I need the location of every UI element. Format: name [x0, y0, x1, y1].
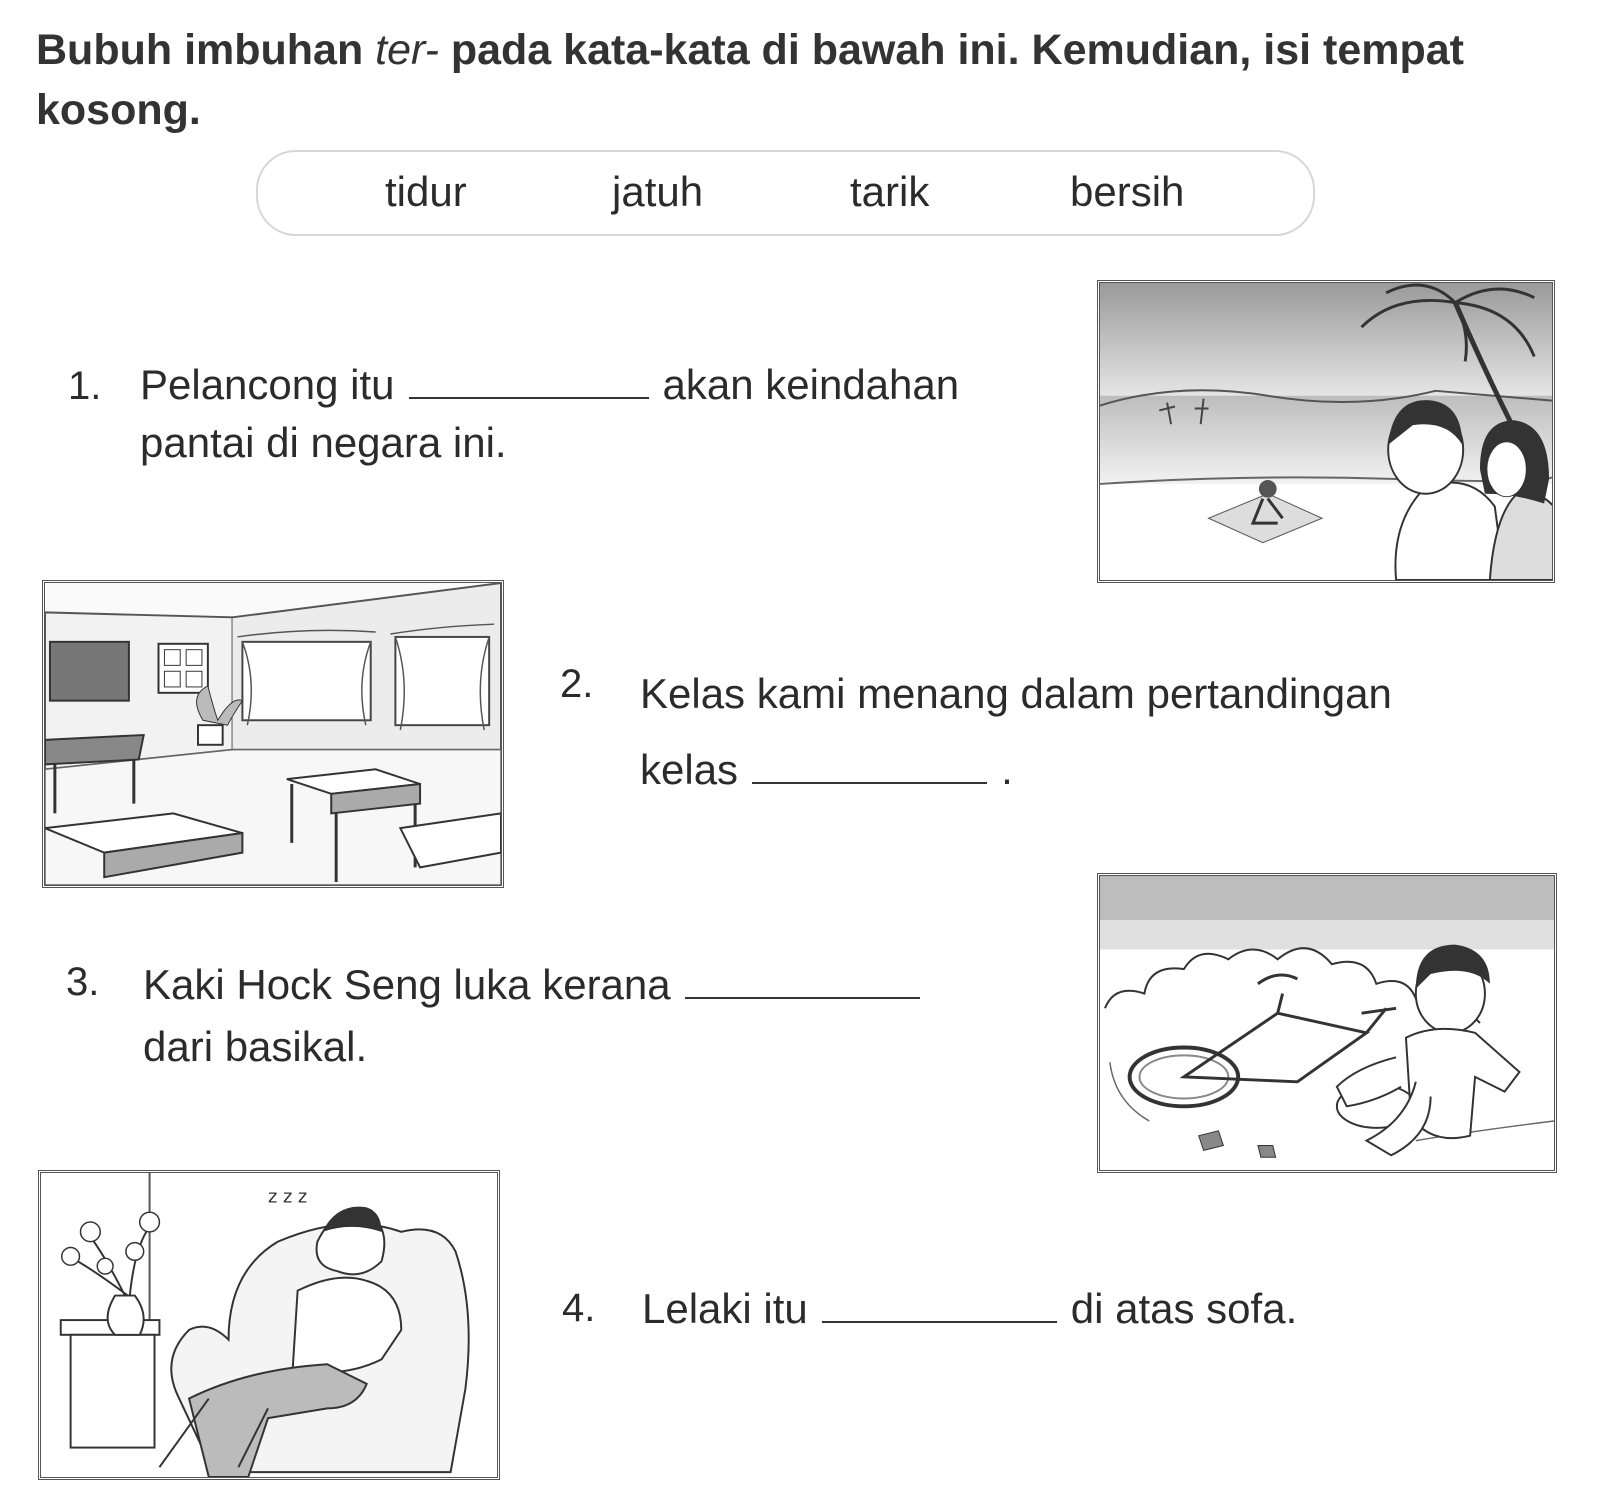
question-1-before: Pelancong itu [140, 361, 395, 408]
instruction-prefix: ter- [375, 26, 439, 74]
question-4 [642, 1280, 1542, 1338]
word-bank-item: tidur [385, 168, 467, 215]
sofa-illustration [38, 1170, 500, 1480]
question-4-before: Lelaki itu [642, 1285, 808, 1332]
instruction-heading [36, 20, 1576, 140]
answer-blank-4[interactable] [822, 1287, 1057, 1323]
question-4-after: di atas sofa. [1070, 1285, 1298, 1332]
word-bank-item: tarik [850, 168, 930, 215]
beach-illustration [1097, 280, 1555, 583]
question-3-line2: dari basikal. [143, 1023, 368, 1070]
question-2 [640, 656, 1580, 808]
classroom-illustration [42, 580, 504, 888]
answer-blank-3[interactable] [685, 963, 920, 999]
instruction-after: pada kata-kata di bawah ini. Kemudian, isi tempat kosong. [36, 26, 1464, 134]
question-2-before: kelas [640, 746, 739, 793]
question-number: 3. [66, 960, 100, 1004]
word-bank-item: bersih [1070, 168, 1185, 215]
question-3 [143, 954, 1063, 1078]
question-1-after: akan keindahan [662, 361, 960, 408]
question-1-line2: pantai di negara ini. [140, 419, 507, 466]
instruction-before: Bubuh imbuhan [36, 26, 376, 74]
question-3-before: Kaki Hock Seng luka kerana [143, 961, 671, 1008]
word-bank-item: jatuh [612, 168, 704, 215]
sleep-z-icon: z z z [268, 1187, 308, 1208]
answer-blank-2[interactable] [752, 748, 987, 784]
bicycle-illustration [1097, 873, 1557, 1173]
question-number: 2. [560, 662, 594, 706]
question-number: 4. [562, 1286, 596, 1330]
question-number: 1. [68, 364, 102, 408]
question-2-line1: Kelas kami menang dalam pertandingan [640, 670, 1392, 717]
question-2-after: . [1001, 746, 1013, 793]
answer-blank-1[interactable] [409, 363, 649, 399]
question-1 [140, 356, 1060, 472]
